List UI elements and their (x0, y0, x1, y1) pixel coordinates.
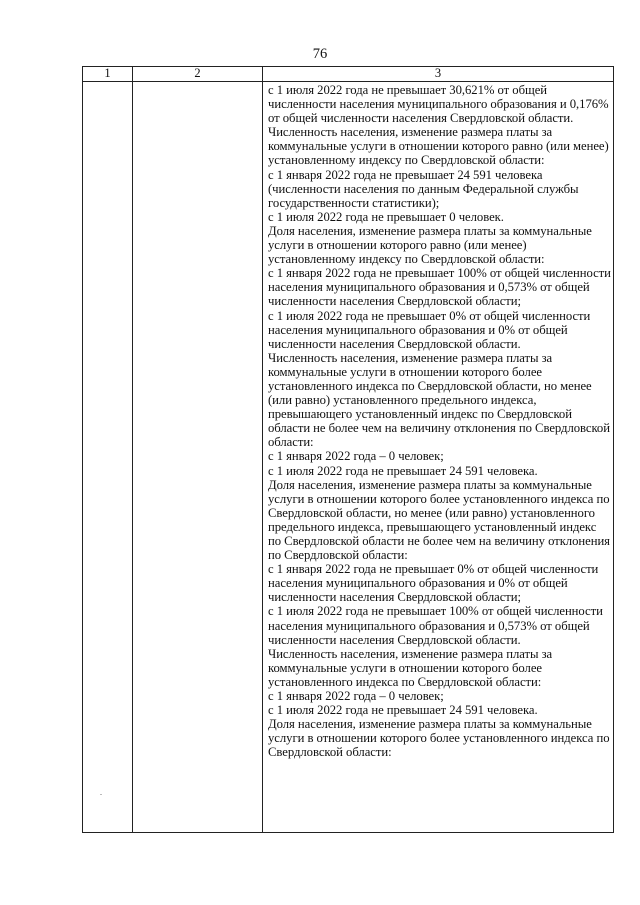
paragraph: с 1 июля 2022 года не превышает 24 591 человека. (268, 463, 538, 478)
document-table (82, 66, 614, 833)
paragraph: Численность населения, изменение размера платы за коммунальные услуги в отношении которого равно (или менее) установленному индексу по Свердловской области: (268, 125, 609, 168)
paragraph: с 1 января 2022 года – 0 человек; (268, 689, 444, 704)
table-row (83, 82, 614, 833)
table-cell-col3 (263, 82, 614, 833)
paragraph: с 1 июля 2022 года не превышает 0% от общей численности населения муниципального образования и 0% от общей численности населения Свердловской области. (268, 308, 591, 351)
paragraph: с 1 июля 2022 года не превышает 24 591 человека. (268, 703, 538, 718)
paragraph: Доля населения, изменение размера платы за коммунальные услуги в отношении которого более установленного индекса по Свердловской области: (268, 717, 610, 760)
table-cell-col2 (133, 82, 263, 833)
scan-speck (100, 794, 102, 795)
table-header-row (83, 67, 614, 82)
column-header-1: 1 (83, 67, 133, 82)
table-cell-col1 (83, 82, 133, 833)
column-header-2: 2 (133, 67, 263, 82)
paragraph: с 1 июля 2022 года не превышает 30,621% от общей численности населения муниципального образования и 0,176% от общей численности населения Свердловской области. (268, 83, 609, 126)
column-header-3: 3 (263, 67, 614, 82)
paragraph: Численность населения, изменение размера платы за коммунальные услуги в отношении которого более установленного индекса по Свердловской области: (268, 646, 553, 689)
paragraph: с 1 января 2022 года не превышает 100% от общей численности населения муниципального образования и 0,573% от общей численности населения Свердловской области; (268, 266, 611, 309)
paragraph: Доля населения, изменение размера платы за коммунальные услуги в отношении которого равно (или менее) установленному индексу по Свердловской области: (268, 223, 592, 267)
paragraph: с 1 января 2022 года – 0 человек; (268, 449, 444, 464)
paragraph: с 1 июля 2022 года не превышает 0 человек. (268, 209, 504, 224)
page-number: 76 (312, 46, 328, 62)
paragraph: Доля населения, изменение размера платы за коммунальные услуги в отношении которого более установленного индекса по Свердловской области, но менее (или равно) установленного предельного индекса, превышающего установленный индекс по Свердловской области не более чем на величину отклонения по Свердловской области: (268, 477, 610, 563)
paragraph: Численность населения, изменение размера платы за коммунальные услуги в отношении которого более установленного индекса по Свердловской области, но менее (или равно) установленного предельного индекса, превышающего установленный индекс по Свердловской области не более чем на величину отклонения по Свердловской области: (268, 350, 610, 450)
paragraph: с 1 июля 2022 года не превышает 100% от общей численности населения муниципального образования и 0,573% от общей численности населения Свердловской области. (268, 604, 603, 647)
paragraph: с 1 января 2022 года не превышает 0% от общей численности населения муниципального образования и 0% от общей численности населения Свердловской области; (268, 562, 599, 605)
paragraph: с 1 января 2022 года не превышает 24 591 человека (численности населения по данным Федеральной службы государственности статистики); (268, 167, 579, 210)
